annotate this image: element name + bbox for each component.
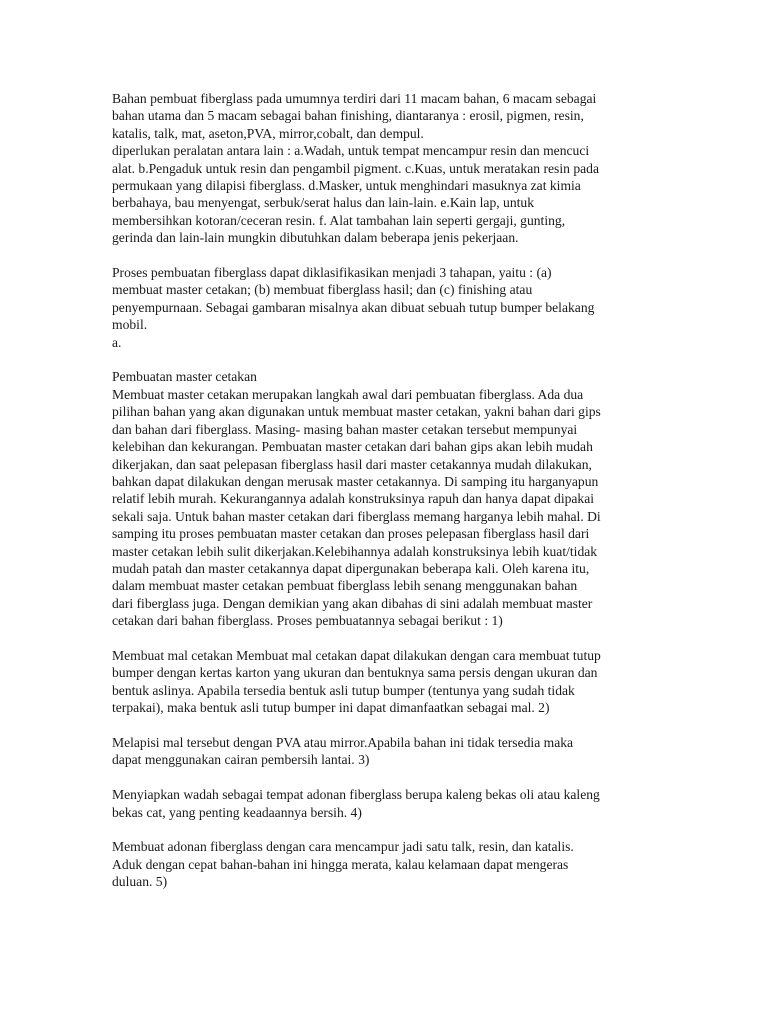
paragraph-step-mix bbox=[112, 838, 672, 890]
text-line: mudah patah dan master cetakannya dapat dipergunakan beberapa kali. Oleh karena itu, bbox=[112, 560, 590, 576]
text-line: Bahan pembuat fiberglass pada umumnya terdiri dari 11 macam bahan, 6 macam sebagai bbox=[112, 91, 597, 106]
text-line: duluan. 5) bbox=[112, 874, 168, 890]
paragraph-master-mold bbox=[112, 368, 672, 629]
text-line: Aduk dengan cepat bahan-bahan ini hingga merata, kalau kelamaan dapat mengeras bbox=[112, 856, 569, 872]
text-line: penyempurnaan. Sebagai gambaran misalnya akan dibuat sebuah tutup bumper belakang bbox=[112, 299, 595, 315]
text-line: permukaan yang dilapisi fiberglass. d.Masker, untuk menghindari masuknya zat kimia bbox=[112, 178, 581, 194]
text-line: dapat menggunakan cairan pembersih lantai. 3) bbox=[112, 752, 370, 768]
text-line: gerinda dan lain-lain mungkin dibutuhkan dalam beberapa jenis pekerjaan. bbox=[112, 230, 519, 246]
text-line: bahan utama dan 5 macam sebagai bahan finishing, diantaranya : erosil, pigmen, resin, bbox=[112, 108, 584, 124]
paragraph-step-pva bbox=[112, 734, 672, 769]
text-line: cetakan dari bahan fiberglass. Proses pembuatannya sebagai berikut : 1) bbox=[112, 613, 503, 629]
text-line: bentuk aslinya. Apabila tersedia bentuk asli tutup bumper (tentunya yang sudah tidak bbox=[112, 682, 575, 698]
paragraph-step-mal bbox=[112, 647, 672, 717]
text-line: membuat master cetakan; (b) membuat fiberglass hasil; dan (c) finishing atau bbox=[112, 282, 533, 298]
text-line: Menyiapkan wadah sebagai tempat adonan fiberglass berupa kaleng bekas oli atau kaleng bbox=[112, 787, 600, 803]
text-line: bekas cat, yang penting keadaannya bersih. 4) bbox=[112, 804, 362, 820]
text-line: pilihan bahan yang akan digunakan untuk membuat master cetakan, yakni bahan dari gips bbox=[112, 404, 601, 420]
text-line: Membuat master cetakan merupakan langkah awal dari pembuatan fiberglass. Ada dua bbox=[112, 386, 584, 402]
text-line: membersihkan kotoran/ceceran resin. f. Alat tambahan lain seperti gergaji, gunting, bbox=[112, 212, 566, 228]
document-body bbox=[112, 90, 672, 891]
section-heading: Pembuatan master cetakan bbox=[112, 369, 257, 385]
paragraph-step-container bbox=[112, 786, 672, 821]
text-line: bumper dengan kertas karton yang ukuran dan bentuknya sama persis dengan ukuran dan bbox=[112, 665, 598, 681]
text-line: dari fiberglass juga. Dengan demikian yang akan dibahas di sini adalah membuat master bbox=[112, 595, 593, 611]
text-line: mobil. bbox=[112, 317, 148, 333]
text-line: samping itu proses pembuatan master cetakan dan proses pelepasan fiberglass hasil dari bbox=[112, 526, 590, 542]
text-line: dan bahan dari fiberglass. Masing- masing bahan master cetakan tersebut mempunyai bbox=[112, 421, 578, 437]
paragraph-process-stages bbox=[112, 264, 672, 351]
text-line: terpakai), maka bentuk asli tutup bumper ini dapat dimanfaatkan sebagai mal. 2) bbox=[112, 700, 550, 716]
text-line: katalis, talk, mat, aseton,PVA, mirror,cobalt, dan dempul. bbox=[112, 125, 424, 141]
text-line: Melapisi mal tersebut dengan PVA atau mirror.Apabila bahan ini tidak tersedia maka bbox=[112, 734, 574, 750]
paragraph-intro-materials bbox=[112, 90, 672, 247]
text-line: relatif lebih murah. Kekurangannya adalah konstruksinya rapuh dan hanya dapat dipakai bbox=[112, 491, 595, 507]
text-line: master cetakan lebih sulit dikerjakan.Kelebihannya adalah konstruksinya lebih kuat/tidak bbox=[112, 543, 598, 559]
text-line: alat. b.Pengaduk untuk resin dan pengambil pigment. c.Kuas, untuk meratakan resin pada bbox=[112, 160, 599, 176]
text-line: dalam membuat master cetakan pembuat fiberglass lebih senang menggunakan bahan bbox=[112, 578, 578, 594]
text-line: bahkan dapat dilakukan dengan merusak master cetakannya. Di samping itu harganyapun bbox=[112, 473, 599, 489]
text-line: berbahaya, bau menyengat, serbuk/serat halus dan lain-lain. e.Kain lap, untuk bbox=[112, 195, 535, 211]
list-marker: a. bbox=[112, 334, 122, 350]
text-line: Membuat adonan fiberglass dengan cara mencampur jadi satu talk, resin, dan katalis. bbox=[112, 839, 574, 855]
text-line: dikerjakan, dan saat pelepasan fiberglass hasil dari master cetakannya mudah dilakukan, bbox=[112, 456, 592, 472]
text-line: Proses pembuatan fiberglass dapat diklasifikasikan menjadi 3 tahapan, yaitu : (a) bbox=[112, 265, 552, 281]
text-line: Membuat mal cetakan Membuat mal cetakan dapat dilakukan dengan cara membuat tutup bbox=[112, 647, 601, 663]
text-line: kelebihan dan kekurangan. Pembuatan master cetakan dari bahan gips akan lebih mudah bbox=[112, 439, 593, 455]
text-line: sekali saja. Untuk bahan master cetakan dari fiberglass memang harganya lebih mahal. Di bbox=[112, 508, 601, 524]
text-line: diperlukan peralatan antara lain : a.Wadah, untuk tempat mencampur resin dan mencuci bbox=[112, 143, 590, 159]
